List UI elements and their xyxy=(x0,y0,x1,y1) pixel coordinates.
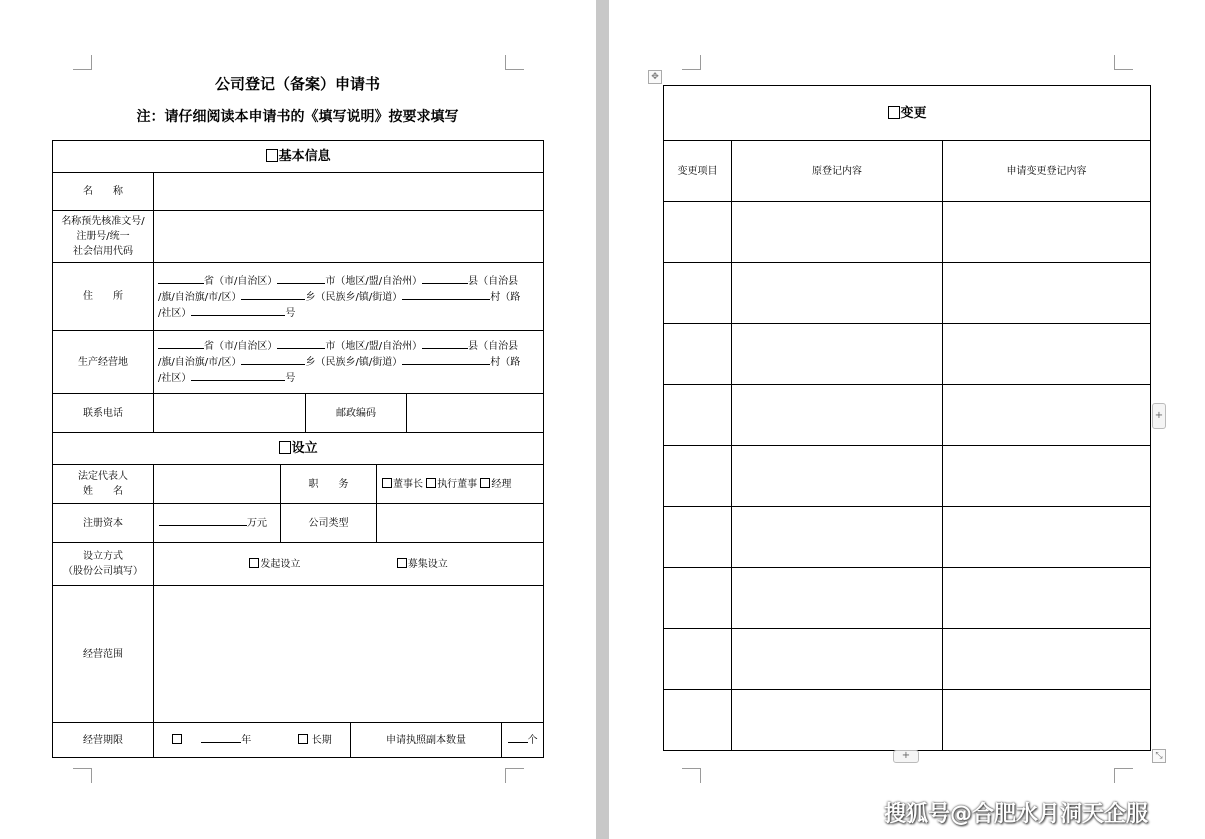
change-item-cell[interactable] xyxy=(664,263,732,324)
change-item-cell[interactable] xyxy=(664,507,732,568)
basic-info-section-header: 基本信息 xyxy=(53,141,544,173)
method-options: 发起设立 募集设立 xyxy=(154,543,544,586)
change-item-cell[interactable] xyxy=(664,324,732,385)
add-row-button[interactable]: + xyxy=(893,750,919,763)
capital-field[interactable]: 万元 xyxy=(154,504,281,543)
move-icon[interactable]: ✥ xyxy=(648,70,662,84)
new-content-cell[interactable] xyxy=(943,263,1151,324)
page-corner-mark xyxy=(1114,768,1133,783)
change-item-cell[interactable] xyxy=(664,568,732,629)
checkbox-icon[interactable] xyxy=(382,478,392,488)
capital-label: 注册资本 xyxy=(53,504,154,543)
page-corner-mark xyxy=(505,768,524,783)
postal-label: 邮政编码 xyxy=(306,394,407,433)
new-content-cell[interactable] xyxy=(943,629,1151,690)
checkbox-icon[interactable] xyxy=(426,478,436,488)
establish-section-header: 设立 xyxy=(53,433,544,465)
reg-no-field[interactable] xyxy=(154,211,544,263)
change-item-cell[interactable] xyxy=(664,202,732,263)
legal-rep-label: 法定代表人 姓 名 xyxy=(53,465,154,504)
term-label: 经营期限 xyxy=(53,723,154,758)
page-corner-mark xyxy=(73,55,92,70)
new-content-cell[interactable] xyxy=(943,324,1151,385)
change-table xyxy=(663,85,1151,751)
original-content-cell[interactable] xyxy=(732,507,943,568)
name-label: 名 称 xyxy=(53,173,154,211)
company-type-field[interactable] xyxy=(377,504,544,543)
postal-field[interactable] xyxy=(407,394,544,433)
change-table-row xyxy=(664,263,1151,324)
scope-field[interactable] xyxy=(154,586,544,723)
change-item-cell[interactable] xyxy=(664,690,732,751)
checkbox-icon[interactable] xyxy=(480,478,490,488)
checkbox-icon[interactable] xyxy=(888,106,900,119)
checkbox-icon[interactable] xyxy=(249,558,259,568)
change-table-row xyxy=(664,507,1151,568)
term-field[interactable]: 年 长期 xyxy=(154,723,351,758)
change-item-header: 变更项目 xyxy=(664,141,732,202)
change-table-row xyxy=(664,690,1151,751)
original-content-cell[interactable] xyxy=(732,385,943,446)
original-content-cell[interactable] xyxy=(732,324,943,385)
change-table-row xyxy=(664,629,1151,690)
phone-field[interactable] xyxy=(154,394,306,433)
left-page xyxy=(0,0,596,839)
new-content-header: 申请变更登记内容 xyxy=(943,141,1151,202)
new-content-cell[interactable] xyxy=(943,568,1151,629)
document-title: 公司登记（备案）申请书 xyxy=(214,75,380,93)
original-content-cell[interactable] xyxy=(732,568,943,629)
change-item-cell[interactable] xyxy=(664,446,732,507)
change-table-row xyxy=(664,568,1151,629)
scope-label: 经营范围 xyxy=(53,586,154,723)
page-gap xyxy=(596,0,609,839)
application-form-table xyxy=(52,140,544,758)
original-content-cell[interactable] xyxy=(732,446,943,507)
new-content-cell[interactable] xyxy=(943,507,1151,568)
change-table-row xyxy=(664,446,1151,507)
new-content-cell[interactable] xyxy=(943,690,1151,751)
document-note: 注：请仔细阅读本申请书的《填写说明》按要求填写 xyxy=(136,109,459,125)
new-content-cell[interactable] xyxy=(943,446,1151,507)
change-item-cell[interactable] xyxy=(664,385,732,446)
resize-icon[interactable]: ⤡ xyxy=(1152,749,1166,763)
new-content-cell[interactable] xyxy=(943,385,1151,446)
checkbox-icon[interactable] xyxy=(279,441,291,454)
checkbox-icon[interactable] xyxy=(298,734,308,744)
residence-address-field[interactable]: 省（市/自治区） 市（地区/盟/自治州） 县（自治县 /旗/自治旗/市/区） 乡（民族乡/镇/街道） 村（路 /社区） 号 xyxy=(154,263,544,331)
original-content-header: 原登记内容 xyxy=(732,141,943,202)
position-options: 董事长 执行董事 经理 xyxy=(377,465,544,504)
change-section-header: 变更 xyxy=(664,86,1151,141)
legal-rep-field[interactable] xyxy=(154,465,281,504)
company-type-label: 公司类型 xyxy=(281,504,377,543)
change-table-row xyxy=(664,324,1151,385)
residence-label: 住 所 xyxy=(53,263,154,331)
checkbox-icon[interactable] xyxy=(172,734,182,744)
production-label: 生产经营地 xyxy=(53,331,154,394)
phone-label: 联系电话 xyxy=(53,394,154,433)
position-label: 职 务 xyxy=(281,465,377,504)
page-corner-mark xyxy=(505,55,524,70)
original-content-cell[interactable] xyxy=(732,263,943,324)
page-corner-mark xyxy=(682,55,701,70)
checkbox-icon[interactable] xyxy=(266,149,278,162)
production-address-field[interactable]: 省（市/自治区） 市（地区/盟/自治州） 县（自治县 /旗/自治旗/市/区） 乡（民族乡/镇/街道） 村（路 /社区） 号 xyxy=(154,331,544,394)
name-field[interactable] xyxy=(154,173,544,211)
original-content-cell[interactable] xyxy=(732,690,943,751)
change-table-row xyxy=(664,385,1151,446)
original-content-cell[interactable] xyxy=(732,202,943,263)
page-corner-mark xyxy=(1114,55,1133,70)
original-content-cell[interactable] xyxy=(732,629,943,690)
change-table-row xyxy=(664,202,1151,263)
copies-label: 申请执照副本数量 xyxy=(351,723,502,758)
reg-no-label: 名称预先核准文号/ 注册号/统一 社会信用代码 xyxy=(53,211,154,263)
page-corner-mark xyxy=(682,768,701,783)
page-corner-mark xyxy=(73,768,92,783)
checkbox-icon[interactable] xyxy=(397,558,407,568)
watermark: 搜狐号@合肥水月洞天企服 xyxy=(884,802,1149,827)
add-column-button[interactable]: + xyxy=(1152,403,1166,429)
new-content-cell[interactable] xyxy=(943,202,1151,263)
copies-field[interactable]: 个 xyxy=(502,723,544,758)
method-label: 设立方式 （股份公司填写） xyxy=(53,543,154,586)
change-item-cell[interactable] xyxy=(664,629,732,690)
